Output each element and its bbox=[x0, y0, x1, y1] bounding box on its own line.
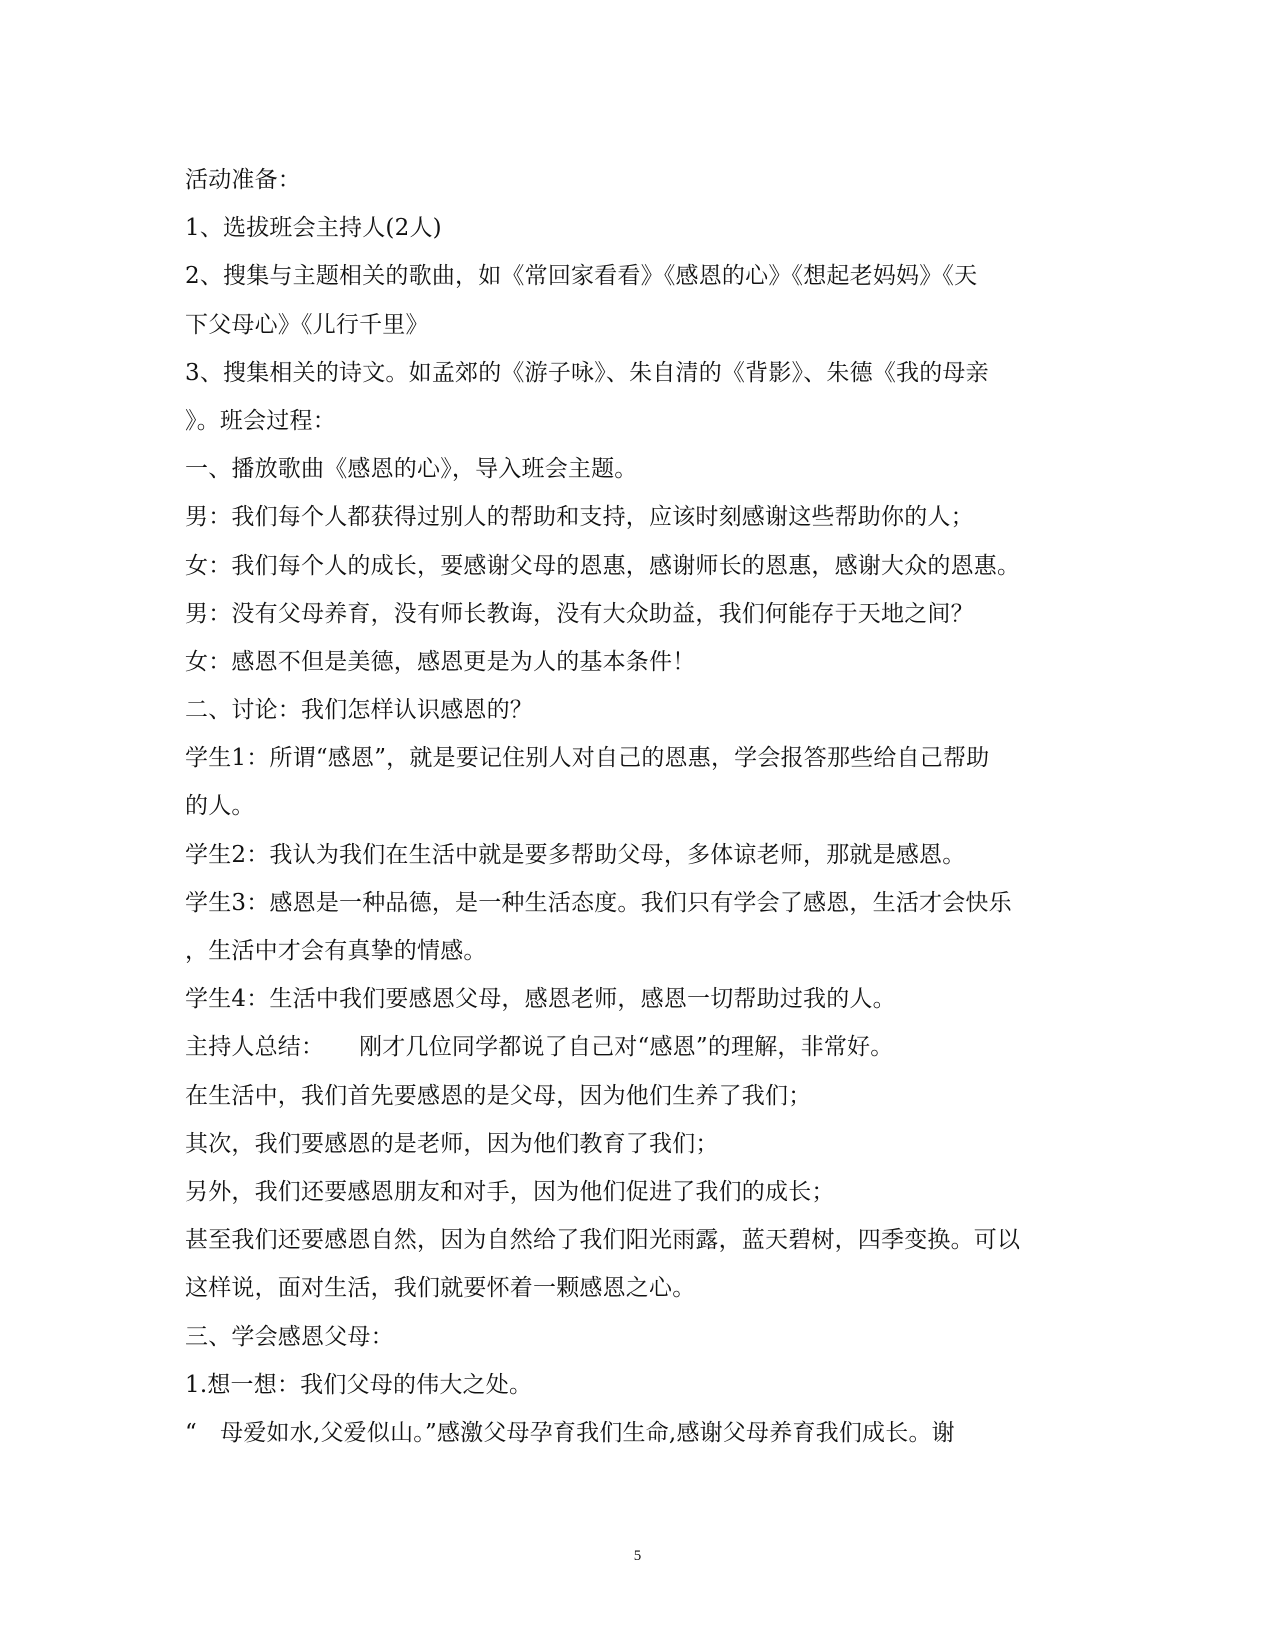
text-line: ，生活中才会有真挚的情感。 bbox=[185, 938, 487, 964]
text-line: 女：感恩不但是美德，感恩更是为人的基本条件！ bbox=[185, 648, 696, 675]
text-line: 男：我们每个人都获得过别人的帮助和支持，应该时刻感谢这些帮助你的人； bbox=[185, 504, 974, 531]
text-line: 2、搜集与主题相关的歌曲，如《常回家看看》《感恩的心》《想起老妈妈》《天 bbox=[185, 263, 978, 290]
text-line: 1.想一想：我们父母的伟大之处。 bbox=[185, 1371, 533, 1398]
text-line: 其次，我们要感恩的是老师，因为他们教育了我们； bbox=[185, 1130, 719, 1157]
text-line: 1、选拔班会主持人(2人) bbox=[185, 215, 442, 242]
text-line: 3、搜集相关的诗文。如孟郊的《游子咏》、朱自清的《背影》、朱德《我的母亲 bbox=[185, 359, 989, 386]
text-line: 主持人总结： 刚才几位同学都说了自己对“感恩”的理解，非常好。 bbox=[185, 1034, 894, 1061]
text-line: 活动准备： bbox=[185, 167, 301, 193]
text-line: 学生2：我认为我们在生活中就是要多帮助父母，多体谅老师，那就是感恩。 bbox=[185, 841, 966, 868]
text-line: “ 母爱如水,父爱似山。”感激父母孕育我们生命,感谢父母养育我们成长。谢 bbox=[185, 1419, 955, 1446]
body-text bbox=[185, 156, 1095, 1457]
text-line: 三、学会感恩父母： bbox=[185, 1323, 394, 1350]
text-line: 甚至我们还要感恩自然，因为自然给了我们阳光雨露，蓝天碧树，四季变换。可以 bbox=[185, 1227, 1021, 1254]
text-line: 女：我们每个人的成长，要感谢父母的恩惠，感谢师长的恩惠，感谢大众的恩惠。 bbox=[185, 552, 1021, 579]
text-line: 二、讨论：我们怎样认识感恩的？ bbox=[185, 697, 533, 724]
text-line: 学生4：生活中我们要感恩父母，感恩老师，感恩一切帮助过我的人。 bbox=[185, 986, 896, 1013]
text-line: 学生3：感恩是一种品德，是一种生活态度。我们只有学会了感恩，生活才会快乐 bbox=[185, 889, 1012, 916]
text-line: 的人。 bbox=[185, 793, 255, 820]
text-line: 学生1：所谓“感恩”，就是要记住别人对自己的恩惠，学会报答那些给自己帮助 bbox=[185, 745, 990, 772]
text-line: 这样说，面对生活，我们就要怀着一颗感恩之心。 bbox=[185, 1275, 696, 1302]
text-line: 下父母心》《儿行千里》 bbox=[185, 311, 429, 338]
text-line: 一、播放歌曲《感恩的心》，导入班会主题。 bbox=[185, 456, 638, 483]
text-line: 男：没有父母养育，没有师长教诲，没有大众助益，我们何能存于天地之间？ bbox=[185, 600, 974, 627]
page-number: 5 bbox=[633, 1548, 642, 1564]
text-line: 在生活中，我们首先要感恩的是父母，因为他们生养了我们； bbox=[185, 1082, 812, 1109]
text-line: 另外，我们还要感恩朋友和对手，因为他们促进了我们的成长； bbox=[185, 1178, 835, 1205]
text-line: 》。班会过程： bbox=[185, 407, 336, 434]
